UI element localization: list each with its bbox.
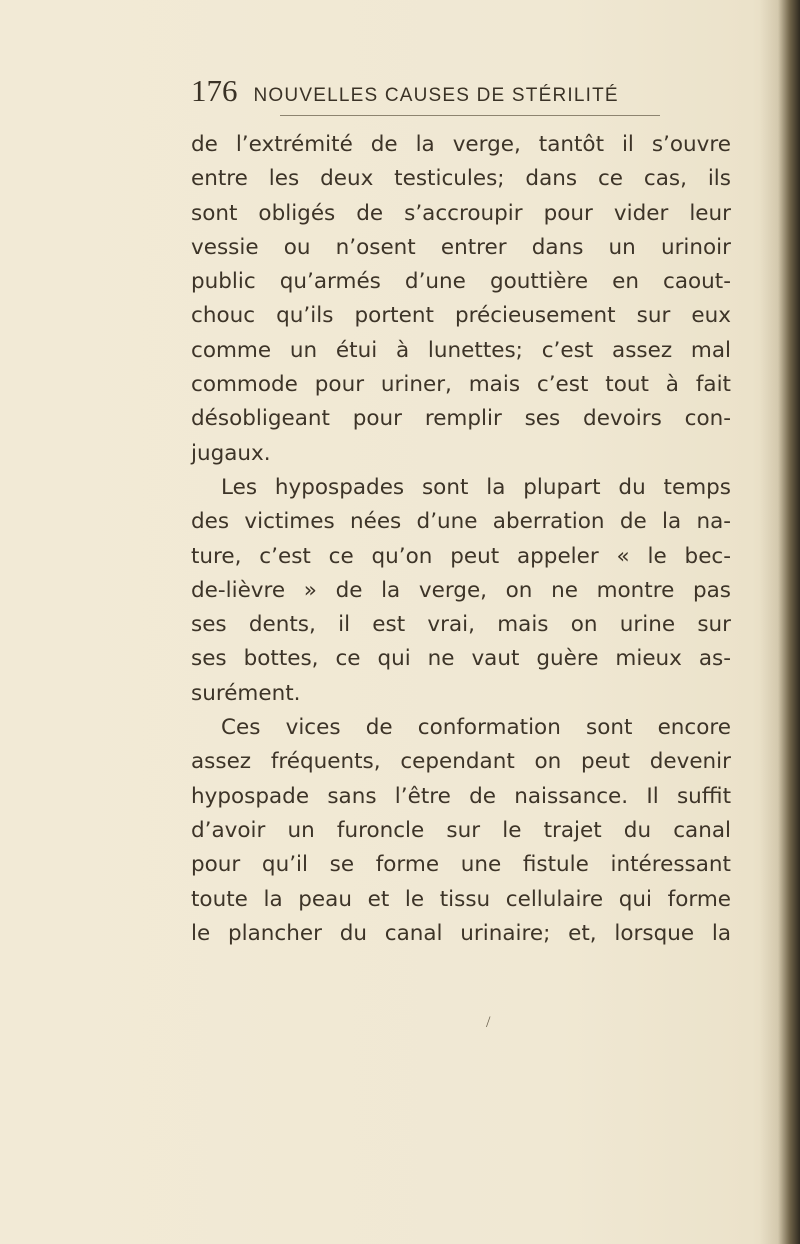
- text-line: assez fréquents, cependant on peut devenir: [191, 749, 731, 775]
- page-edge-shadow: [760, 0, 800, 1244]
- text-line: Les hypospades sont la plupart du temps: [221, 474, 731, 500]
- text-line: vessie ou n’osent entrer dans un urinoir: [191, 234, 731, 260]
- text-line: le plancher du canal urinaire; et, lorsque la: [191, 920, 731, 946]
- text-line: des victimes nées d’une aberration de la na-: [191, 509, 731, 535]
- text-line: sont obligés de s’accroupir pour vider leur: [191, 200, 731, 226]
- stray-mark: /: [486, 1014, 491, 1031]
- page-number: 176: [191, 73, 238, 108]
- running-head: [191, 73, 661, 107]
- text-line: hypospade sans l’être de naissance. Il suffit: [191, 783, 731, 809]
- text-line: désobligeant pour remplir ses devoirs con-: [191, 406, 731, 432]
- text-line: d’avoir un furoncle sur le trajet du canal: [191, 817, 731, 843]
- text-line: toute la peau et le tissu cellulaire qui forme: [191, 886, 731, 912]
- running-title: NOUVELLES CAUSES DE STÉRILITÉ: [253, 85, 619, 106]
- text-line: ses dents, il est vrai, mais on urine sur: [191, 612, 731, 638]
- text-line: pour qu’il se forme une fistule intéressant: [191, 852, 731, 878]
- text-line: de l’extrémité de la verge, tantôt il s’ouvre: [191, 132, 731, 157]
- body-text: [191, 128, 731, 951]
- text-line: commode pour uriner, mais c’est tout à fait: [191, 372, 731, 398]
- header-rule: [280, 115, 660, 116]
- text-line: ses bottes, ce qui ne vaut guère mieux as-: [191, 646, 731, 672]
- text-line: public qu’armés d’une gouttière en caout-: [191, 269, 731, 295]
- text-line: comme un étui à lunettes; c’est assez mal: [191, 337, 731, 363]
- text-line: entre les deux testicules; dans ce cas, ils: [191, 166, 731, 192]
- text-line: surément.: [191, 680, 301, 706]
- text-line: jugaux.: [191, 440, 271, 466]
- text-line: de-lièvre » de la verge, on ne montre pas: [191, 577, 731, 603]
- text-line: ture, c’est ce qu’on peut appeler « le bec-: [191, 543, 731, 569]
- text-line: chouc qu’ils portent précieusement sur eux: [191, 303, 731, 329]
- text-line: Ces vices de conformation sont encore: [221, 715, 731, 741]
